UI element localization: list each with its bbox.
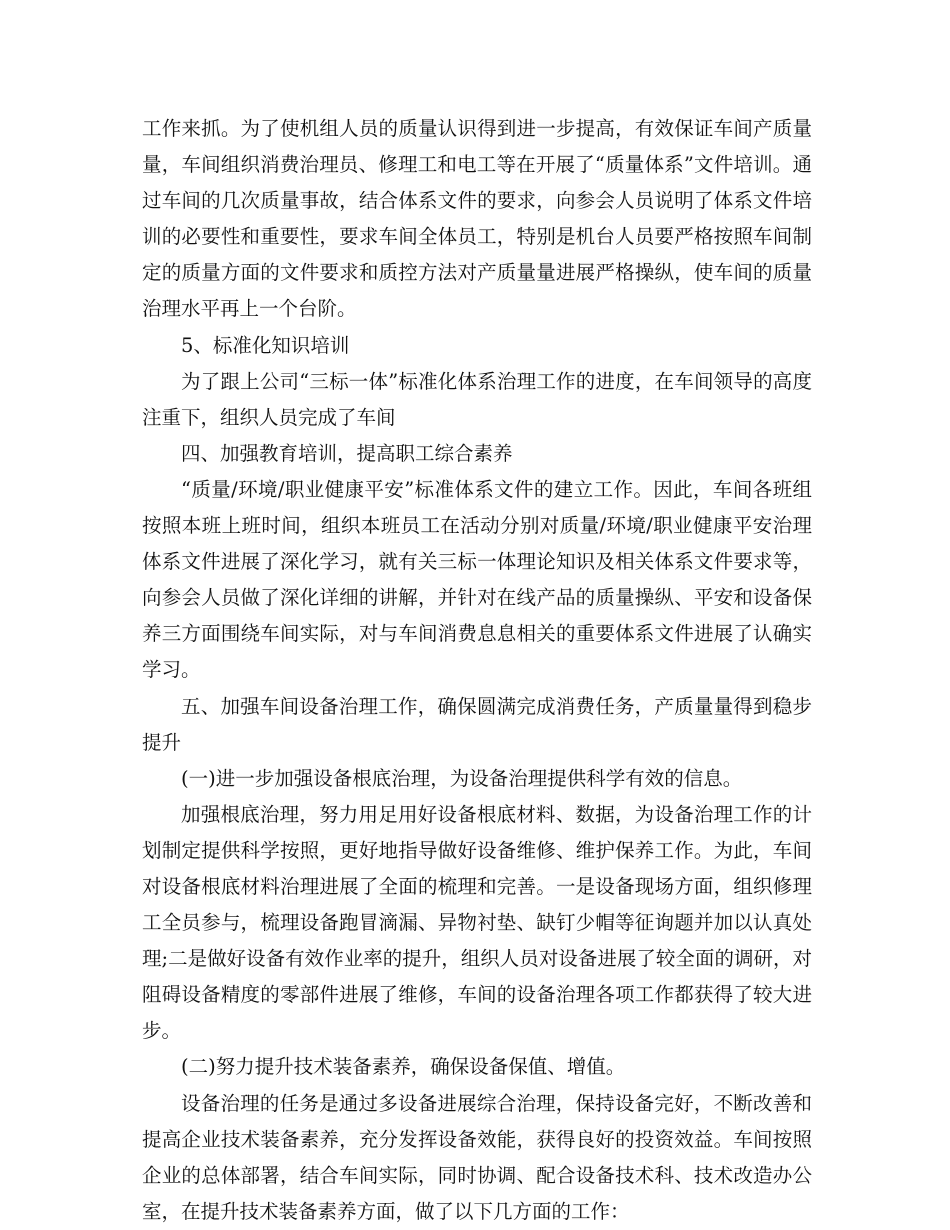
paragraph-technical-equipment: 设备治理的任务是通过多设备进展综合治理，保持设备完好，不断改善和提高企业技术装备素养，充分发挥设备效能，获得良好的投资效益。车间按照企业的总体部署，结合车间实际，同时协调、配合设备技术科、技术改造办公室，在提升技术装备素养方面，做了以下几方面的工作： bbox=[142, 1091, 812, 1223]
section-heading-standardization-training: 5、标准化知识培训 bbox=[181, 333, 350, 357]
paragraph-system-documents: “质量/环境/职业健康平安”标准体系文件的建立工作。因此，车间各班组按照本班上班时间，组织本班员工在活动分别对质量/环境/职业健康平安治理体系文件进展了深化学习，就有关三标一体理论知识及相关体系文件要求等，向参会人员做了深化详细的讲解，并针对在线产品的质量操纵、平安和设备保养三方面围绕车间实际，对与车间消费息息相关的重要体系文件进展了认确实学习。 bbox=[142, 477, 812, 682]
paragraph-standardization: 为了跟上公司“三标一体”标准化体系治理工作的进度，在车间领导的高度注重下，组织人员完成了车间 bbox=[142, 369, 812, 429]
paragraph-basic-management: 加强根底治理，努力用足用好设备根底材料、数据，为设备治理工作的计划制定提供科学按照，更好地指导做好设备维修、维护保养工作。为此，车间对设备根底材料治理进展了全面的梳理和完善。一是设备现场方面，组织修理工全员参与，梳理设备跑冒滴漏、异物衬垫、缺钉少帽等征询题并加以认真处理;二是做好设备有效作业率的提升，组织人员对设备进展了较全面的调研，对阻碍设备精度的零部件进展了维修，车间的设备治理各项工作都获得了较大进步。 bbox=[142, 802, 812, 1043]
subsection-heading-technical-equipment: (二)努力提升技术装备素养，确保设备保值、增值。 bbox=[181, 1055, 626, 1079]
section-heading-education-training: 四、加强教育培训，提高职工综合素养 bbox=[181, 441, 513, 465]
paragraph-continuation: 工作来抓。为了使机组人员的质量认识得到进一步提高，有效保证车间产质量量，车间组织消费治理员、修理工和电工等在开展了“质量体系”文件培训。通过车间的几次质量事故，结合体系文件的要求，向参会人员说明了体系文件培训的必要性和重要性，要求车间全体员工，特别是机台人员要严格按照车间制定的质量方面的文件要求和质控方法对产质量量进展严格操纵，使车间的质量治理水平再上一个台阶。 bbox=[142, 117, 812, 321]
subsection-heading-basic-management: (一)进一步加强设备根底治理，为设备治理提供科学有效的信息。 bbox=[181, 766, 743, 790]
section-heading-equipment-management: 五、加强车间设备治理工作，确保圆满完成消费任务，产质量量得到稳步提升 bbox=[142, 694, 812, 754]
document-body bbox=[142, 111, 812, 1230]
